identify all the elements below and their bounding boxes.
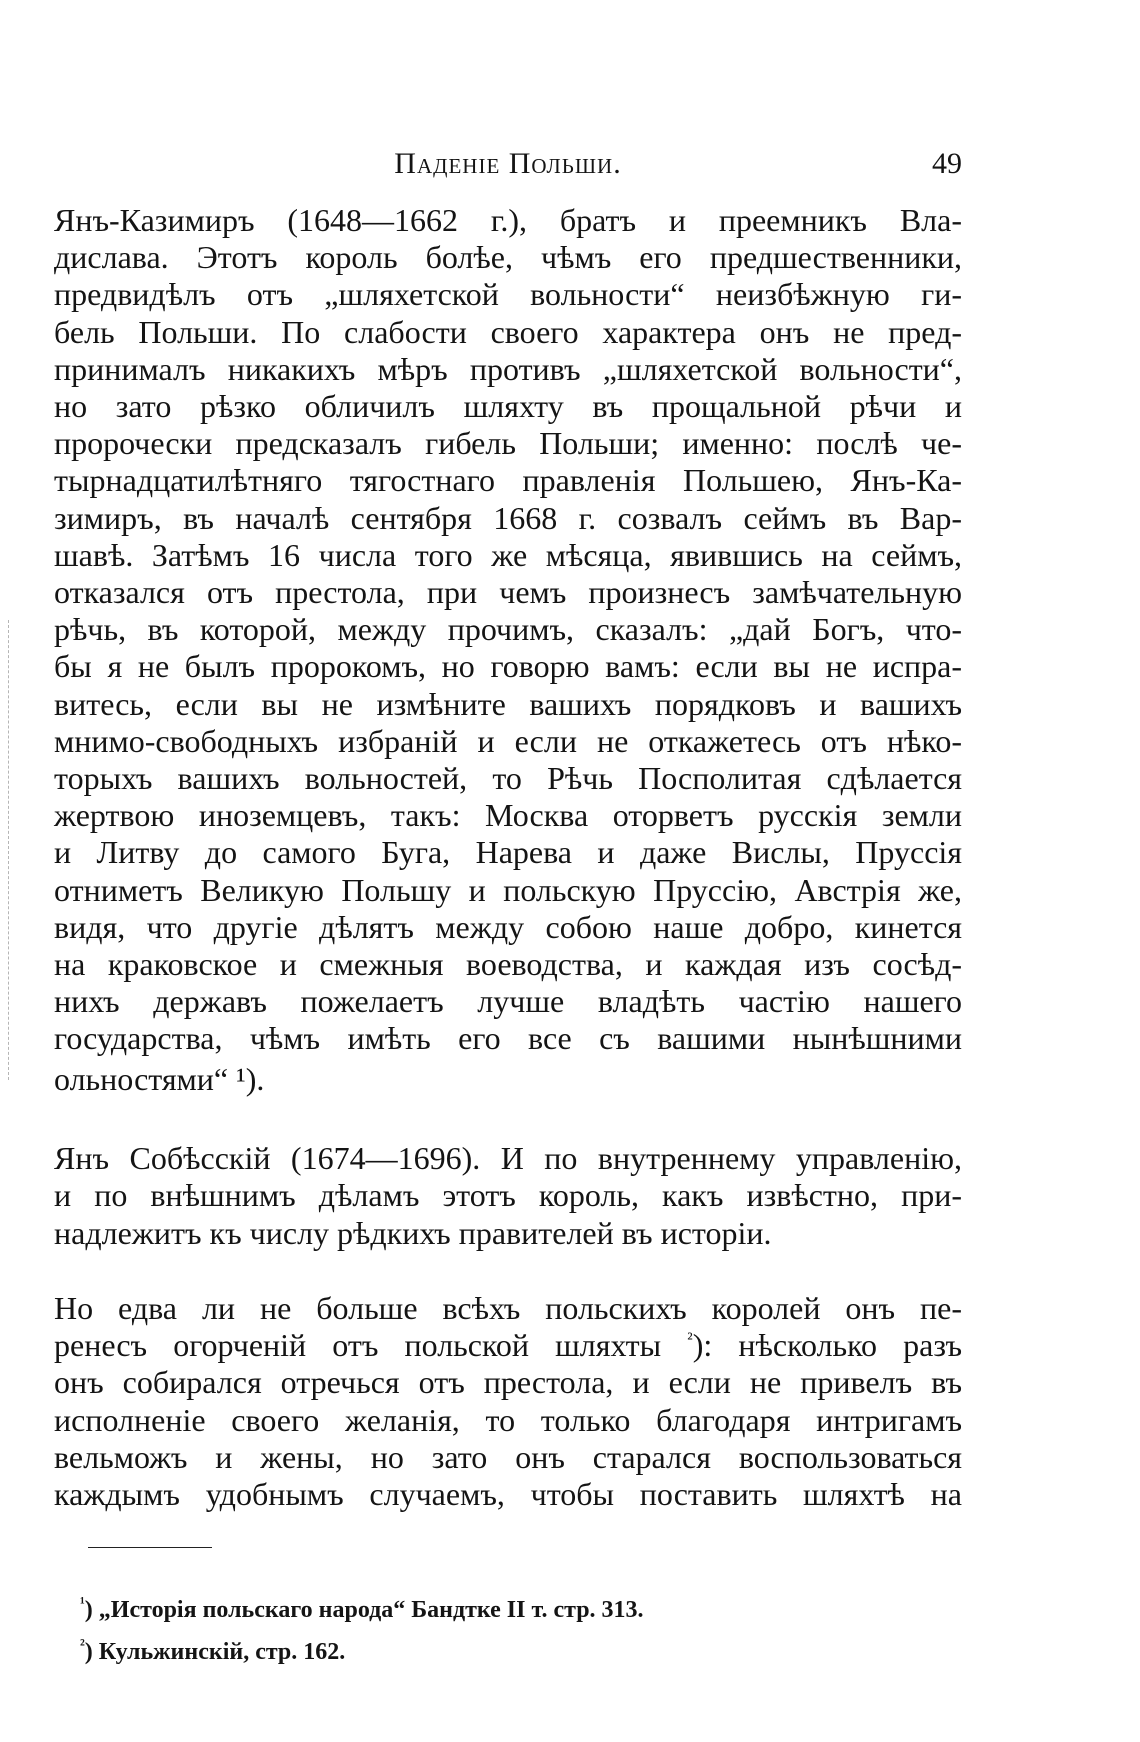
- text-line: отниметъ Великую Польшу и польскую Пруссію, Австрія же,: [54, 871, 962, 908]
- text-line: видя, что другіе дѣлятъ между собою наше добро, кинется: [54, 908, 962, 945]
- page-title: Паденіе Польши.: [394, 147, 622, 180]
- footnote-2: [80, 1636, 345, 1668]
- text-line: Янъ Собѣсскій (1674—1696). И по внутреннему управленію,: [54, 1140, 962, 1176]
- text-line: торыхъ вашихъ вольностей, то Рѣчь Посполитая сдѣлается: [54, 760, 962, 797]
- text-line: бель Польши. По слабости своего характера онъ не пред-: [54, 313, 962, 350]
- text-line: дислава. Этотъ король болѣе, чѣмъ его предшественники,: [54, 239, 962, 276]
- scan-margin-mark: [8, 620, 10, 1080]
- text-line: надлежитъ къ числу рѣдкихъ правителей въ исторіи.: [54, 1215, 772, 1251]
- text-line: шавѣ. Затѣмъ 16 числа того же мѣсяца, явившись на сеймъ,: [54, 536, 962, 573]
- paragraph-last-line: [54, 1215, 962, 1252]
- text-line: жертвою иноземцевъ, такъ: Москва оторветъ русскія земли: [54, 797, 962, 834]
- text-line: и Литву до самого Буга, Нарева и даже Вислы, Пруссія: [54, 834, 962, 871]
- text-line: нихъ державъ пожелаетъ лучше владѣть частію нашего: [54, 983, 962, 1020]
- footnote-1: [80, 1594, 644, 1626]
- text-line: [54, 1327, 962, 1364]
- text-line: государства, чѣмъ имѣть его все съ вашими нынѣшними: [54, 1020, 962, 1057]
- text-line: вельможъ и жены, но зато онъ старался воспользоваться: [54, 1438, 962, 1475]
- text-line: витесь, если вы не измѣните вашихъ порядковъ и вашихъ: [54, 685, 962, 722]
- footnote-reference: ¹).: [236, 1061, 265, 1097]
- running-head: [54, 144, 962, 184]
- footnote-text: ) Кульжинскій, стр. 162.: [84, 1639, 346, 1665]
- paragraph-jan-kazimierz: [54, 202, 962, 1058]
- text-line: но зато рѣзко обличилъ шляхту въ прощальной рѣчи и: [54, 388, 962, 425]
- text-line: предвидѣлъ отъ „шляхетской вольности“ неизбѣжную ги-: [54, 276, 962, 313]
- text-line: пророчески предсказалъ гибель Польши; именно: послѣ че-: [54, 425, 962, 462]
- text-line: Но едва ли не больше всѣхъ польскихъ королей онъ пе-: [54, 1290, 962, 1326]
- footnote-mark: ¹: [80, 1595, 85, 1612]
- text-line: онъ собирался отречься отъ престола, и если не привелъ въ: [54, 1364, 962, 1401]
- text-line: каждымъ удобнымъ случаемъ, чтобы поставить шляхтѣ на: [54, 1476, 962, 1513]
- text-line: принималъ никакихъ мѣръ противъ „шляхетской вольности“,: [54, 350, 962, 387]
- text-line: тырнадцатилѣтняго тягостнаго правленія Польшею, Янъ-Ка-: [54, 462, 962, 499]
- paragraph-jan-sobieski: [54, 1140, 962, 1214]
- text-line: рѣчь, въ которой, между прочимъ, сказалъ: „дай Богъ, что-: [54, 611, 962, 648]
- text-line: мнимо-свободныхъ избраній и если не откажетесь отъ нѣко-: [54, 722, 962, 759]
- footnote-reference: ²: [687, 1328, 693, 1349]
- paragraph-sobieski-nobility: [54, 1290, 962, 1513]
- text-line: и по внѣшнимъ дѣламъ этотъ король, какъ извѣстно, при-: [54, 1177, 962, 1214]
- text-line: исполненіе своего желанія, то только благодаря интригамъ: [54, 1401, 962, 1438]
- text-line: ольностями“: [54, 1061, 229, 1097]
- text-line: Янъ-Казимиръ (1648—1662 г.), братъ и преемникъ Вла-: [54, 202, 962, 238]
- text-line: на краковское и смежныя воеводства, и каждая изъ сосѣд-: [54, 946, 962, 983]
- text-line: отказался отъ престола, при чемъ произнесъ замѣчательную: [54, 574, 962, 611]
- footnote-mark: ²: [80, 1637, 85, 1654]
- footnote-divider: [88, 1547, 212, 1548]
- text-line-part: ренесъ огорченій отъ польской шляхты: [54, 1327, 662, 1364]
- page-number: 49: [932, 147, 962, 180]
- text-line: зимиръ, въ началѣ сентября 1668 г. созвалъ сеймъ въ Вар-: [54, 499, 962, 536]
- footnote-text: ) „Исторія польскаго народа“ Бандтке II т. стр. 313.: [84, 1597, 644, 1623]
- text-line-part: ): нѣсколько разъ: [692, 1327, 963, 1364]
- text-line: бы я не былъ пророкомъ, но говорю вамъ: если вы не испра-: [54, 648, 962, 685]
- paragraph-last-line: [54, 1061, 962, 1098]
